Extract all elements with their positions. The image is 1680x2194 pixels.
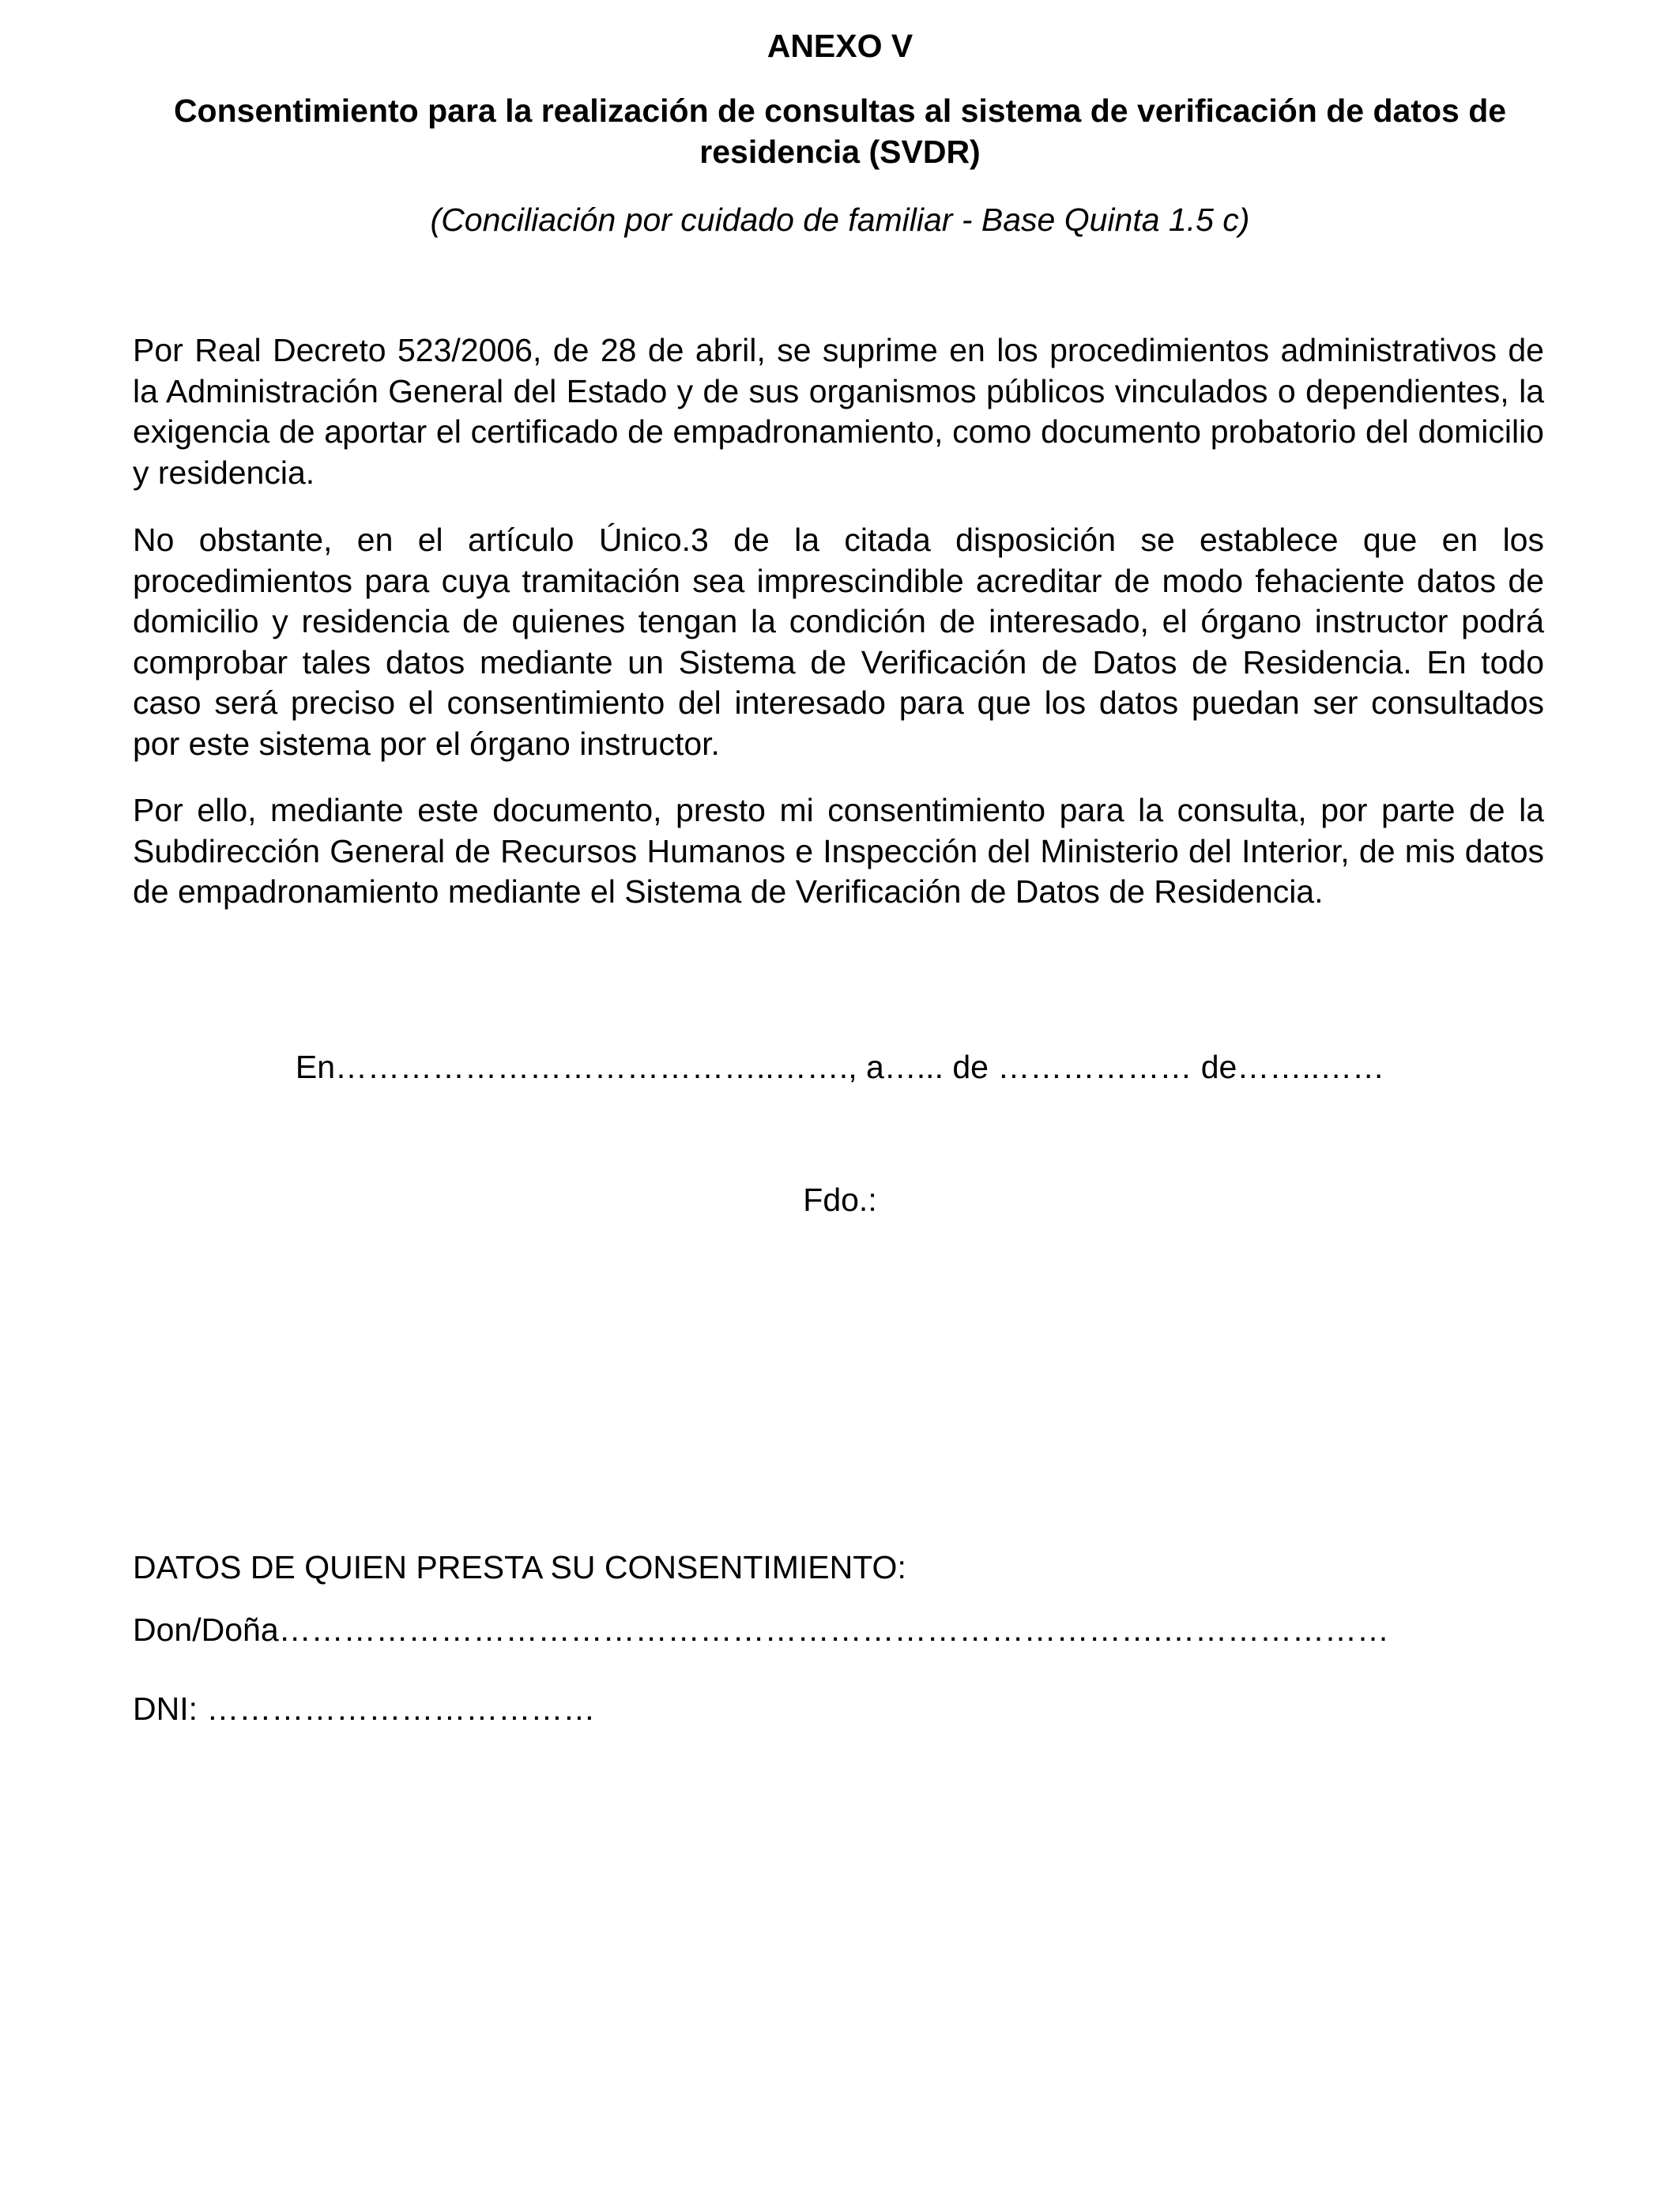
- place-date-line[interactable]: En…………………………………..……., a…... de ……………… de……..……: [295, 1049, 1385, 1085]
- dni-field[interactable]: DNI: ………………………………: [133, 1691, 596, 1727]
- consent-data-heading: DATOS DE QUIEN PRESTA SU CONSENTIMIENTO:: [133, 1549, 906, 1585]
- paragraph-decree: Por Real Decreto 523/2006, de 28 de abril, se suprime en los procedimientos administrativos de la Administración General del Estado y de sus organismos públicos vinculados o dependientes, la exigencia de aportar el certificado de empadronamiento, como documento probatorio del domicilio y residencia.: [133, 332, 1544, 491]
- annex-title: ANEXO V: [767, 28, 913, 64]
- paragraph-consent: Por ello, mediante este documento, presto mi consentimiento para la consulta, por parte de la Subdirección General de Recursos Humanos e Inspección del Ministerio del Interior, de mis datos de empadronamiento mediante el Sistema de Verificación de Datos de Residencia.: [133, 792, 1544, 910]
- signature-label: Fdo.:: [803, 1182, 877, 1218]
- name-field[interactable]: Don/Doña……………………………………………………………………….…………………: [133, 1612, 1390, 1648]
- document-title: Consentimiento para la realización de consultas al sistema de verificación de datos de residencia (SVDR): [173, 92, 1507, 170]
- paragraph-verification-system: No obstante, en el artículo Único.3 de la citada disposición se establece que en los procedimientos para cuya tramitación sea imprescindible acreditar de modo fehaciente datos de domicilio y residencia de quienes tengan la condición de interesado, el órgano instructor podrá comprobar tales datos mediante un Sistema de Verificación de Datos de Residencia. En todo caso será preciso el consentimiento del interesado para que los datos puedan ser consultados por este sistema por el órgano instructor.: [133, 522, 1544, 762]
- document-subtitle: (Conciliación por cuidado de familiar - Base Quinta 1.5 c): [430, 202, 1250, 238]
